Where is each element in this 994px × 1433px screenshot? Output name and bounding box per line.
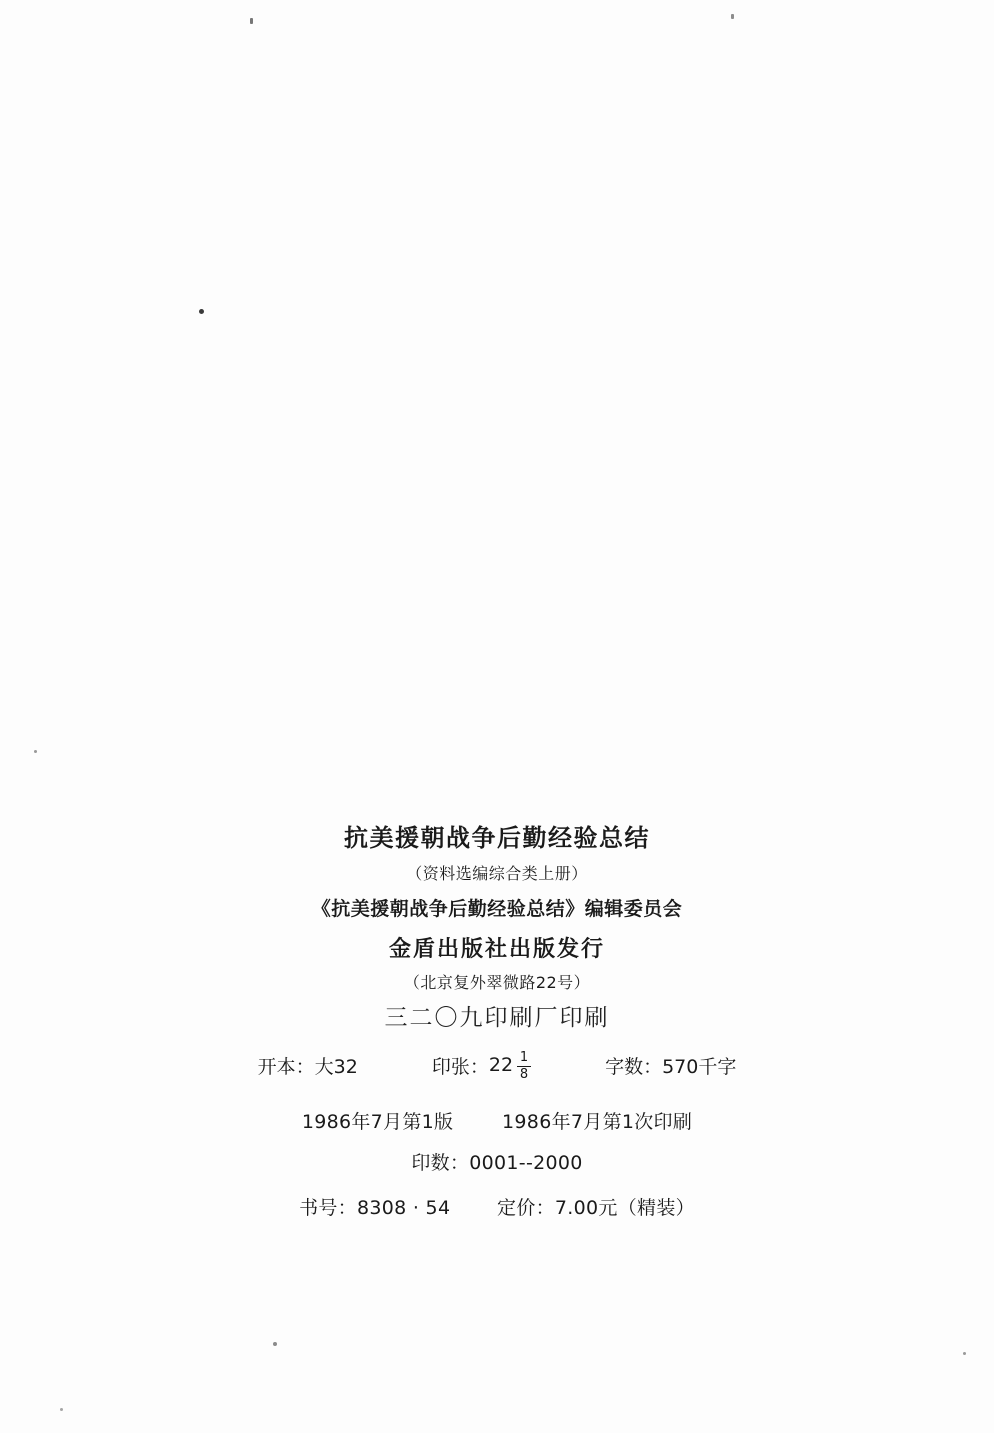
sheets-label: 印张： <box>431 1055 489 1078</box>
scan-speck-icon <box>60 1408 63 1411</box>
edition-row <box>0 1107 994 1134</box>
word-count-value: 570千字 <box>662 1055 737 1078</box>
scan-speck-icon <box>963 1352 966 1355</box>
first-edition-date: 1986年7月第1版 <box>301 1110 454 1133</box>
format-label: 开本： <box>257 1055 315 1078</box>
scan-speck-icon <box>34 750 37 753</box>
print-run: 印数：0001--2000 <box>411 1151 583 1174</box>
book-number: 书号：8308 · 54 <box>299 1196 451 1219</box>
scan-speck-icon <box>199 309 204 314</box>
book-title: 抗美援朝战争后勤经验总结 <box>344 824 650 852</box>
sheets-fraction <box>517 1051 531 1082</box>
format-value: 大32 <box>314 1055 358 1078</box>
print-specs-row <box>0 1050 994 1081</box>
editorial-committee: 《抗美援朝战争后勤经验总结》编辑委员会 <box>311 898 683 920</box>
fraction-denominator: 8 <box>519 1067 529 1083</box>
word-count-label: 字数： <box>605 1055 663 1078</box>
book-subtitle: （资料选编综合类上册） <box>406 864 588 883</box>
colophon-block <box>0 826 994 1220</box>
publisher-name: 金盾出版社出版发行 <box>388 937 605 962</box>
scan-speck-icon <box>250 18 253 24</box>
scan-speck-icon <box>731 14 734 19</box>
publisher-address: （北京复外翠微路22号） <box>403 973 591 992</box>
sheets-value: 22 <box>488 1054 514 1077</box>
scan-speck-icon <box>273 1342 277 1346</box>
printer-name: 三二〇九印刷厂印刷 <box>384 1005 610 1031</box>
price: 定价：7.00元（精装） <box>497 1196 695 1219</box>
fraction-numerator: 1 <box>519 1050 529 1065</box>
book-number-price-row <box>0 1193 994 1220</box>
first-printing-date: 1986年7月第1次印刷 <box>502 1110 693 1133</box>
